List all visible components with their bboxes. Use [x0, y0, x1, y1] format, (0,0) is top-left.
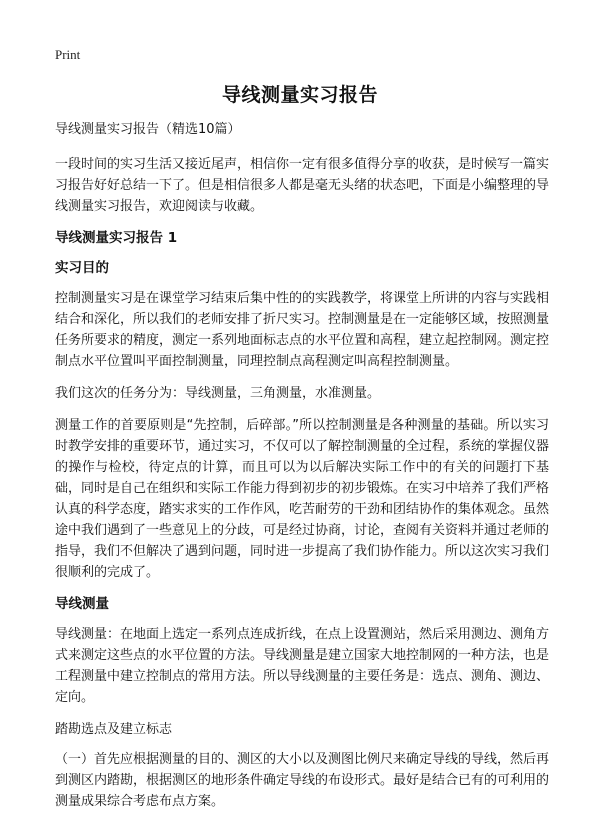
traverse-paragraph-1: 导线测量：在地面上选定一系列点连成折线，在点上设置测站，然后采用测边、测角方式来测定这些点的水平位置的方法。导线测量是建立国家大地控制网的一种方法，也是工程测量中建立控制点的常用方法。所以导线测量的主要任务是：选点、测角、测边、定向。	[55, 627, 550, 705]
purpose-paragraph-2: 我们这次的任务分为：导线测量，三角测量，水准测量。	[55, 386, 381, 401]
document-body	[55, 119, 549, 823]
purpose-paragraph-1: 控制测量实习是在课堂学习结束后集中性的的实践教学，将课堂上所讲的内容与实践相结合和深化，所以我们的老师安排了折尺实习。控制测量是在一定能够区域，按照测量任务所要求的精度，测定一系列地面标志点的水平位置和高程，建立起控制网。测定控制点水平位置叫平面控制测量，同理控制点高程测定叫高程控制测量。	[55, 291, 550, 369]
report-heading: 导线测量实习报告 1	[55, 230, 178, 246]
print-link[interactable]: Print	[55, 47, 81, 62]
section-heading-traverse: 导线测量	[55, 596, 109, 612]
intro-paragraph: 一段时间的实习生活又接近尾声，相信你一定有很多值得分享的收获，是时候写一篇实习报告好好总结一下了。但是相信很多人都是毫无头绪的状态吧，下面是小编整理的导线测量实习报告，欢迎阅读与收藏。	[55, 157, 550, 214]
purpose-paragraph-3: 测量工作的首要原则是“先控制，后碎部。”所以控制测量是各种测量的基础。所以实习时教学安排的重要环节，通过实习，不仅可以了解控制测量的全过程，系统的掌握仪器的操作与检校，待定点的计算，而且可以为以后解决实际工作中的有关的问题打下基础，同时是自己在组织和实际工作能力得到初步的初步锻炼。在实习中培养了我们严格认真的科学态度，踏实求实的工作作风，吃苦耐劳的干劲和团结协作的集体观念。虽然途中我们遇到了一些意见上的分歧，可是经过协商，讨论，查阅有关资料并通过老师的指导，我们不但解决了遇到问题，同时进一步提高了我们协作能力。所以这次实习我们很顺利的完成了。	[55, 418, 550, 580]
document-subtitle: 导线测量实习报告（精选10篇）	[55, 122, 241, 137]
section-heading-survey: 踏勘选点及建立标志	[55, 722, 173, 737]
page-title: 导线测量实习报告	[221, 84, 378, 106]
section-heading-purpose: 实习目的	[55, 260, 109, 276]
survey-paragraph-1: （一）首先应根据测量的目的、测区的大小以及测图比例尺来确定导线的导线，然后再到测区内踏勘，根据测区的地形条件确定导线的布设形式。最好是结合已有的可利用的测量成果综合考虑布点方案。	[55, 752, 550, 809]
